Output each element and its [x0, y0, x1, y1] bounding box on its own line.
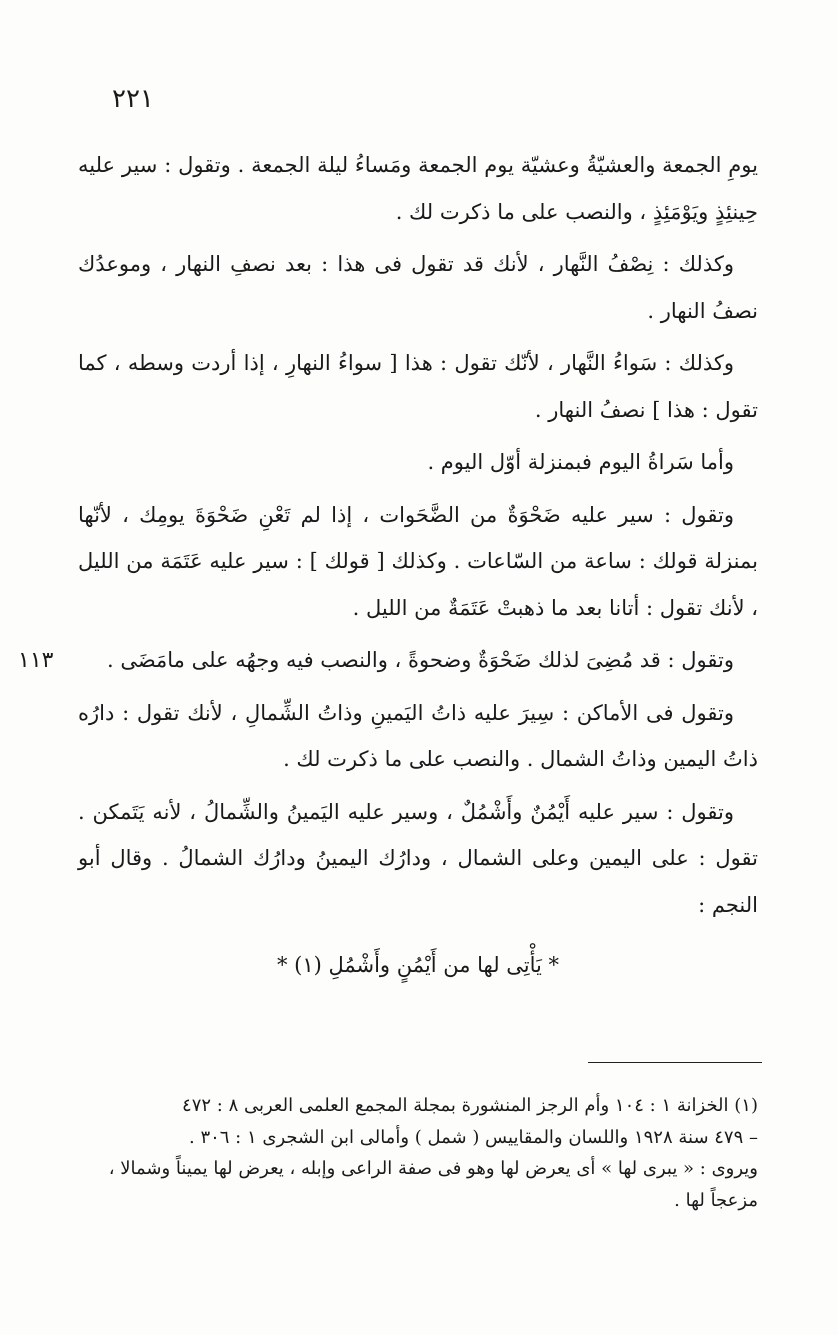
paragraph: وتقول : قد مُضِىَ لذلك ضَحْوَةٌ وضحوةً ، والنصب فيه وجهُه على مامَضَى . [106, 648, 734, 672]
paragraph: وتقول : سير عليه أَيْمُنٌ وأَشْمُلٌ ، وسير عليه اليَمينُ والشِّمالُ ، لأنه يَتَمكن . تقول : على اليمين وعلى الشمال ، ودارُك اليمينُ ودارُك الشمالُ . وقال أبو النجم : [78, 799, 758, 917]
footnotes [78, 1090, 758, 1216]
footnote-divider [588, 1062, 762, 1063]
paragraph: وكذلك : نِصْفُ النَّهار ، لأنك قد تقول فى هذا : بعد نصفِ النهار ، وموعدُك نصفُ النهار . [78, 252, 758, 323]
main-text [78, 142, 758, 989]
page-number: ٢٢١ [112, 84, 154, 114]
paragraph: وأما سَراةُ اليوم فبمنزلة أوّل اليوم . [427, 450, 734, 474]
footnote-line: ويروى : « يبرى لها » أى يعرض لها وهو فى صفة الراعى وإبله ، يعرض لها يميناً وشمالا ، [108, 1158, 758, 1179]
paragraph: يومِ الجمعة والعشيّةُ وعشيّة يوم الجمعة ومَساءُ ليلة الجمعة . وتقول : سير عليه حِينئِذٍ ويَوْمَئِذٍ ، والنصب على ما ذكرت لك . [78, 153, 758, 224]
paragraph: وتقول فى الأماكن : سِيرَ عليه ذاتُ اليَمينِ وذاتُ الشِّمالِ ، لأنك تقول : دارُه ذاتُ اليمين وذاتُ الشمال . والنصب على ما ذكرت لك . [78, 700, 758, 771]
poetry-verse: * يَأْتِى لها من أَيْمُنٍ وأَشْمُلِ (١) * [276, 953, 560, 977]
paragraph: وكذلك : سَواءُ النَّهار ، لأنّك تقول : هذا [ سواءُ النهارِ ، إذا أردت وسطه ، كما تقول : هذا ] نصفُ النهار . [78, 351, 758, 422]
footnote-line: – ٤٧٩ سنة ١٩٢٨ واللسان والمقاييس ( شمل ) وأمالى ابن الشجرى ١ : ٣٠٦ . [188, 1126, 758, 1148]
margin-reference-number: ١١٣ [18, 648, 54, 673]
footnote-line: (١) الخزانة ١ : ١٠٤ وأم الرجز المنشورة بمجلة المجمع العلمى العربى ٨ : ٤٧٢ [182, 1095, 758, 1116]
paragraph: وتقول : سير عليه ضَحْوَةٌ من الضَّحَوات ، إذا لم تَعْنِ ضَحْوَةَ يومِك ، لأنّها بمنزلة قولك : ساعة من السّاعات . وكذلك [ قولك ] : سير عليه عَتَمَة من الليل ، لأنك تقول : أتانا بعد ما ذهبتْ عَتَمَةٌ من الليل . [78, 502, 758, 620]
footnote-line: مزعجاً لها . [674, 1189, 758, 1211]
